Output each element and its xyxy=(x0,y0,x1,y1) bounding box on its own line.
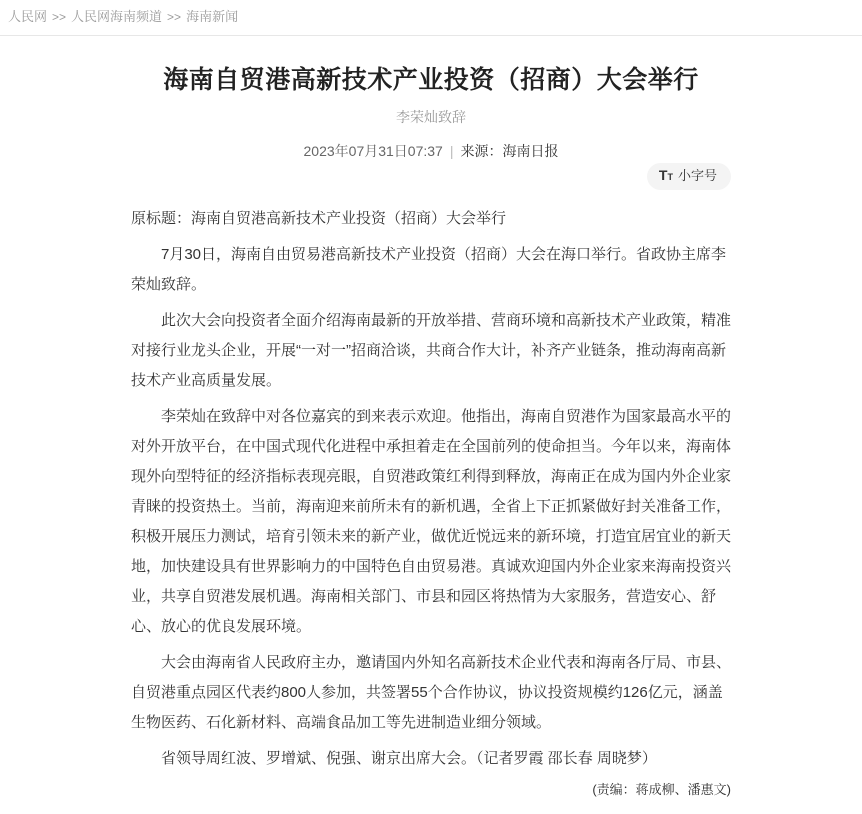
editor-note: (责编：蒋成柳、潘惠文) xyxy=(592,782,731,797)
breadcrumb-separator: >> xyxy=(167,10,182,24)
source-label: 来源： xyxy=(460,143,503,159)
article-paragraph: 李荣灿在致辞中对各位嘉宾的到来表示欢迎。他指出，海南自贸港作为国家最高水平的对外开放平台，在中国式现代化进程中承担着走在全国前列的使命担当。今年以来，海南体现外向型特征的经济指标表现亮眼，自贸港政策红利得到释放，海南正在成为国内外企业家青睐的投资热土。当前，海南迎来前所未有的新机遇，全省上下正抓紧做好封关准备工作，积极开展压力测试，培育引领未来的新产业，做优近悦远来的新环境，打造宜居宜业的新天地，加快建设具有世界影响力的中国特色自由贸易港。真诚欢迎国内外企业家来海南投资兴业，共享自贸港发展机遇。海南相关部门、市县和园区将热情为大家服务，营造安心、舒心、放心的优良发展环境。 xyxy=(131,408,732,635)
article-meta xyxy=(131,143,731,159)
original-title-text: 海南自贸港高新技术产业投资（招商）大会举行 xyxy=(191,210,507,227)
article-paragraph: 省领导周红波、罗增斌、倪强、谢京出席大会。（记者罗霞 邵长春 周晓梦） xyxy=(161,750,657,767)
article-paragraph: 7月30日，海南自由贸易港高新技术产业投资（招商）大会在海口举行。省政协主席李荣灿致辞。 xyxy=(131,246,727,293)
article-content xyxy=(131,64,731,814)
font-size-icon: T xyxy=(658,167,668,183)
article-paragraph: 大会由海南省人民政府主办，邀请国内外知名高新技术企业代表和海南各厅局、市县、自贸港重点园区代表约800人参加，共签署55个合作协议，协议投资规模约126亿元，涵盖生物医药、石化新材料、高端食品加工等先进制造业细分领域。 xyxy=(131,654,732,731)
breadcrumb-link-hainan-channel[interactable]: 人民网海南频道 xyxy=(71,9,163,24)
page-title: 海南自贸港高新技术产业投资（招商）大会举行 xyxy=(163,66,699,94)
article-paragraph: 此次大会向投资者全面介绍海南最新的开放举措、营商环境和高新技术产业政策，精准对接行业龙头企业，开展“一对一”招商洽谈，共商合作大计，补齐产业链条，推动海南高新技术产业高质量发展。 xyxy=(131,312,732,389)
breadcrumb-link-peoples-daily[interactable]: 人民网 xyxy=(8,9,48,24)
font-size-button-label: 小字号 xyxy=(677,168,717,183)
font-size-icon-small: T xyxy=(667,172,673,182)
article-toolbar xyxy=(131,163,731,190)
meta-separator: | xyxy=(449,143,454,159)
article-body xyxy=(131,204,731,774)
breadcrumb-separator: >> xyxy=(52,10,67,24)
article-subtitle: 李荣灿致辞 xyxy=(396,109,466,125)
font-size-button[interactable] xyxy=(647,163,731,190)
breadcrumb xyxy=(0,0,862,36)
source-link[interactable]: 海南日报 xyxy=(502,143,559,159)
original-title-line xyxy=(131,204,731,234)
original-title-label: 原标题： xyxy=(131,210,192,227)
publish-date: 2023年07月31日07:37 xyxy=(303,143,443,159)
breadcrumb-link-hainan-news[interactable]: 海南新闻 xyxy=(186,9,239,24)
